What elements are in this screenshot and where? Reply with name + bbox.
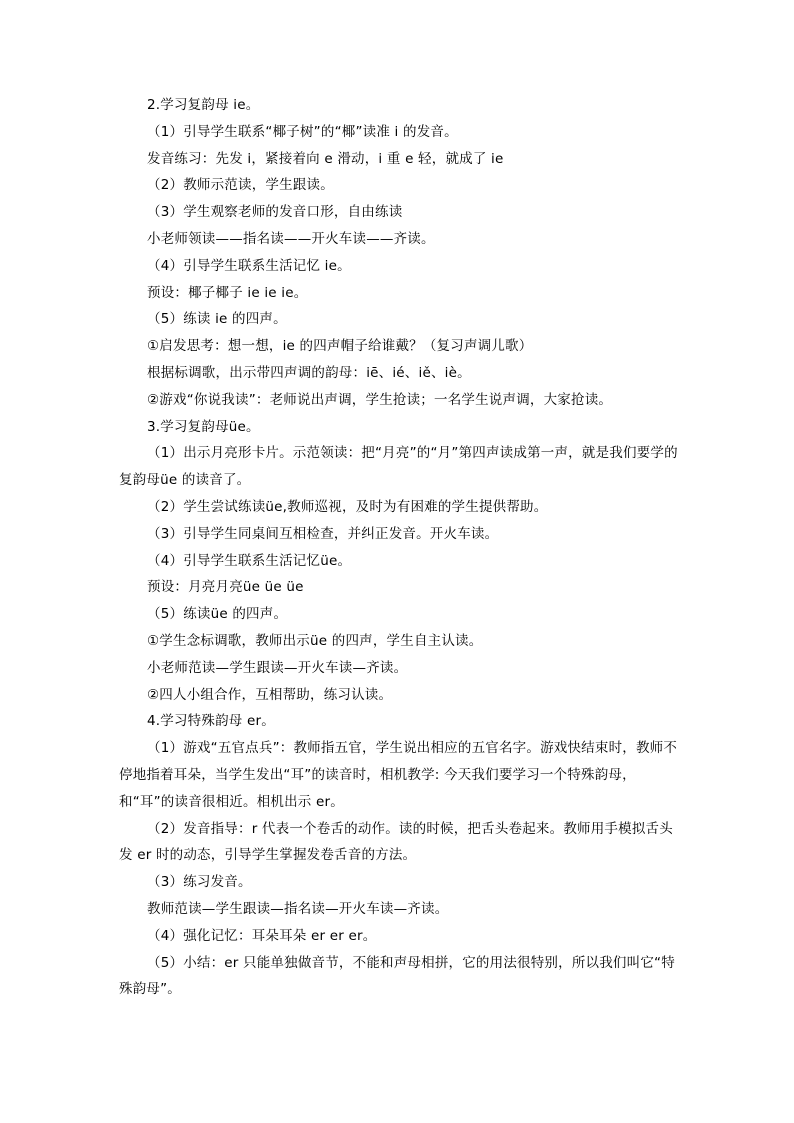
paragraph: （3）引导学生同桌间互相检查，并纠正发音。开火车读。 [147,525,499,542]
paragraph: ②游戏“你说我读”：老师说出声调，学生抢读；一名学生说声调，大家抢读。 [147,391,613,408]
paragraph: （3）练习发音。 [147,874,252,891]
paragraph: ②四人小组合作，互相帮助，练习认读。 [147,686,393,703]
paragraph: （5）小结：er 只能单独做音节，不能和声母相拼，它的用法很特别，所以我们叫它“特殊韵母”。 [119,954,675,998]
section-heading-ie: 2.学习复韵母 ie。 [147,97,260,113]
paragraph: （4）引导学生联系生活记忆 ie。 [147,257,351,274]
section-heading-ue: 3.学习复韵母üe。 [147,418,260,435]
paragraph: （5）练读üe 的四声。 [147,606,288,623]
paragraph: 教师范读—学生跟读—指名读—开火车读—齐读。 [147,900,449,917]
document-body [119,92,679,1003]
paragraph: （4）强化记忆：耳朵耳朵 er er er。 [147,927,377,944]
paragraph: ①学生念标调歌，教师出示üe 的四声，学生自主认读。 [147,632,483,649]
paragraph: 小老师范读—学生跟读—开火车读—齐读。 [147,659,408,676]
paragraph: 预设：月亮月亮üe üe üe [147,579,304,596]
paragraph: 发音练习：先发 i，紧接着向 e 滑动，i 重 e 轻，就成了 ie [147,150,504,167]
paragraph: ①启发思考：想一想，ie 的四声帽子给谁戴？（复习声调儿歌） [147,338,533,355]
paragraph: （4）引导学生联系生活记忆üe。 [147,552,352,569]
paragraph: （3）学生观察老师的发音口形，自由练读 [147,204,403,221]
paragraph: （2）教师示范读，学生跟读。 [147,177,334,194]
paragraph: 根据标调歌，出示带四声调的韵母：iē、ié、iě、iè。 [147,364,471,381]
paragraph: （2）发音指导：r 代表一个卷舌的动作。读的时候，把舌头卷起来。教师用手模拟舌头发 er 时的动态，引导学生掌握发卷舌音的方法。 [119,820,673,864]
paragraph: 小老师领读——指名读——开火车读——齐读。 [147,230,435,247]
paragraph: （2）学生尝试练读üe,教师巡视，及时为有困难的学生提供帮助。 [147,498,548,515]
paragraph: （1）引导学生联系“椰子树”的“椰”读准 i 的发音。 [147,123,458,140]
paragraph: 预设：椰子椰子 ie ie ie。 [147,284,308,301]
paragraph: （5）练读 ie 的四声。 [147,311,287,328]
section-heading-er: 4.学习特殊韵母 er。 [147,713,275,730]
paragraph: （1）游戏“五官点兵”：教师指五官，学生说出相应的五官名字。游戏快结束时，教师不停地指着耳朵，当学生发出“耳”的读音时，相机教学: 今天我们要学习一个特殊韵母，和“耳”的读音很相近。相机出示 er。 [119,740,678,810]
paragraph: （1）出示月亮形卡片。示范领读：把“月亮”的“月”第四声读成第一声，就是我们要学的复韵母üe 的读音了。 [119,445,678,489]
